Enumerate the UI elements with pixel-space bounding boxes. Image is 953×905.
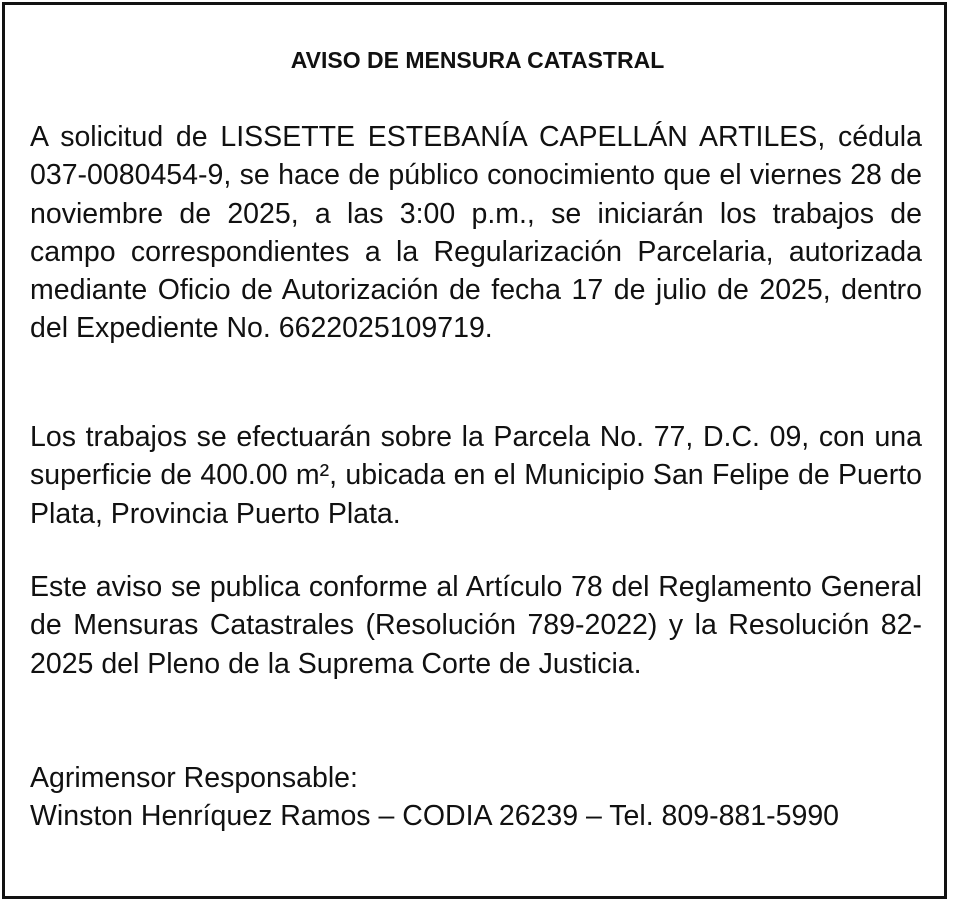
request-paragraph: A solicitud de LISSETTE ESTEBANÍA CAPELLÁN ARTILES, cédula 037-0080454-9, se hace de público conocimiento que el viernes 28 de noviembre de 2025, a las 3:00 p.m., se iniciarán los trabajos de campo correspondientes a la Regularización Parcelaria, autorizada mediante Oficio de Autorización de fecha 17 de julio de 2025, dentro del Expediente No. 6622025109719. — [30, 121, 922, 345]
notice-frame — [2, 2, 947, 899]
parcel-paragraph: Los trabajos se efectuarán sobre la Parcela No. 77, D.C. 09, con una superficie de 400.00 m², ubicada en el Municipio San Felipe de Puerto Plata, Provincia Puerto Plata. — [30, 421, 922, 530]
surveyor-details: Winston Henríquez Ramos – CODIA 26239 – Tel. 809-881-5990 — [30, 800, 840, 833]
surveyor-label: Agrimensor Responsable: — [30, 762, 358, 794]
legal-basis-paragraph: Este aviso se publica conforme al Artículo 78 del Reglamento General de Mensuras Catastrales (Resolución 789-2022) y la Resolución 82-2025 del Pleno de la Suprema Corte de Justicia. — [30, 571, 922, 680]
surveyor-block — [30, 759, 922, 836]
notice-title: AVISO DE MENSURA CATASTRAL — [290, 47, 665, 73]
